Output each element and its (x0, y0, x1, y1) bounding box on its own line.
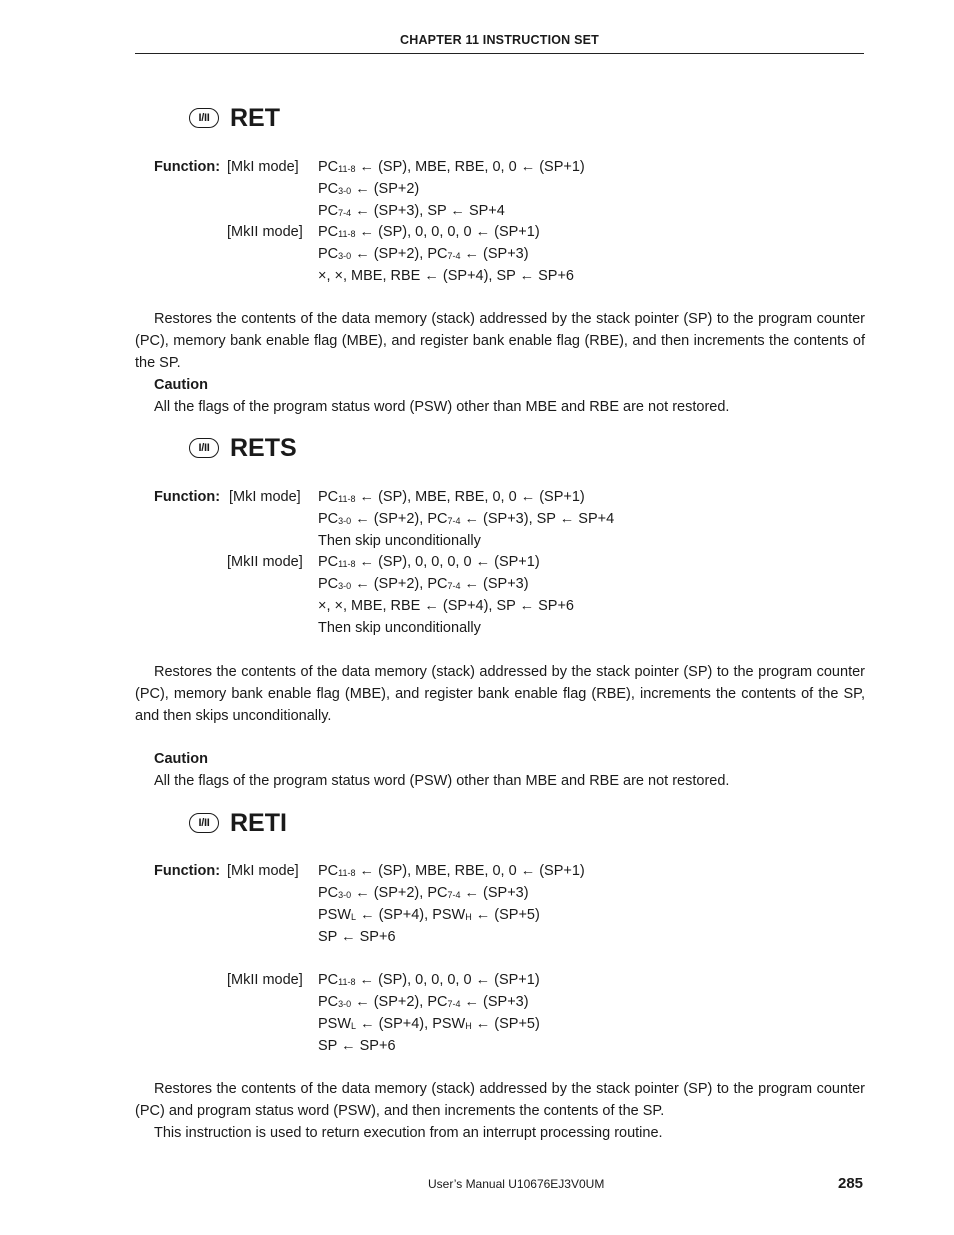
function-line: $PC_{11-8}$ ← (SP), MBE, RBE, 0, 0 ← (SP+1) (318, 489, 585, 505)
function-line: Then skip unconditionally (318, 533, 481, 549)
function-line: $PSW_L$ ← (SP+4), $PSW_H$ ← (SP+5) (318, 907, 540, 923)
footer-manual-id: User’s Manual U10676EJ3V0UM (428, 1177, 605, 1191)
description-text: Restores the contents of the data memory (stack) addressed by the stack pointer (SP) to the program counter (PC), memory bank enable flag (MBE), and register bank enable flag (RBE), and then increments the contents of the SP. (135, 311, 865, 371)
function-line: $PSW_L$ ← (SP+4), $PSW_H$ ← (SP+5) (318, 1016, 540, 1032)
function-line: $PC_{3-0}$ ← (SP+2), $PC_{7-4}$ ← (SP+3), SP ← SP+4 (318, 511, 615, 527)
function-label: Function: (154, 159, 221, 175)
description-paragraph (135, 661, 865, 727)
description-paragraph (135, 1078, 865, 1144)
mode-badge: I/II (189, 813, 219, 833)
chapter-header: CHAPTER 11 INSTRUCTION SET (400, 33, 599, 47)
function-line: $PC_{3-0}$ ← (SP+2), $PC_{7-4}$ ← (SP+3) (318, 994, 529, 1010)
instruction-mnemonic: RET (230, 103, 280, 132)
function-line: $PC_{7-4}$ ← (SP+3), SP ← SP+4 (318, 203, 505, 219)
mkii-mode-label: [MkII mode] (227, 972, 303, 988)
note-text: This instruction is used to return execution from an interrupt processing routine. (154, 1125, 663, 1141)
function-line: $PC_{11-8}$ ← (SP), 0, 0, 0, 0 ← (SP+1) (318, 972, 540, 988)
rets-heading (189, 432, 297, 464)
header-rule (135, 53, 864, 54)
page-number: 285 (838, 1175, 864, 1192)
description-text: Restores the contents of the data memory (stack) addressed by the stack pointer (SP) to the program counter (PC), memory bank enable flag (MBE), and register bank enable flag (RBE), increments the contents of the SP, and then skips unconditionally. (135, 664, 865, 724)
function-label: Function: (154, 489, 221, 505)
function-line: Then skip unconditionally (318, 620, 481, 636)
function-label: Function: (154, 863, 221, 879)
mki-mode-label: [MkI mode] (227, 159, 299, 175)
mki-mode-label: [MkI mode] (229, 489, 301, 505)
ret-heading (189, 102, 280, 134)
function-line: $PC_{3-0}$ ← (SP+2), $PC_{7-4}$ ← (SP+3) (318, 576, 529, 592)
function-line: ×, ×, MBE, RBE ← (SP+4), SP ← SP+6 (318, 268, 575, 284)
caution-text: All the flags of the program status word (PSW) other than MBE and RBE are not restored. (154, 773, 730, 789)
reti-heading (189, 807, 287, 839)
instruction-mnemonic: RETI (230, 808, 287, 837)
mkii-mode-label: [MkII mode] (227, 554, 303, 570)
function-line: $PC_{11-8}$ ← (SP), 0, 0, 0, 0 ← (SP+1) (318, 224, 540, 240)
function-line: $PC_{11-8}$ ← (SP), 0, 0, 0, 0 ← (SP+1) (318, 554, 540, 570)
function-line: ×, ×, MBE, RBE ← (SP+4), SP ← SP+6 (318, 598, 575, 614)
mode-badge: I/II (189, 438, 219, 458)
mkii-mode-label: [MkII mode] (227, 224, 303, 240)
description-paragraph (135, 308, 865, 374)
caution-title: Caution (154, 377, 208, 393)
function-line: $PC_{3-0}$ ← (SP+2), $PC_{7-4}$ ← (SP+3) (318, 246, 529, 262)
function-line: $PC_{3-0}$ ← (SP+2), $PC_{7-4}$ ← (SP+3) (318, 885, 529, 901)
function-line: SP ← SP+6 (318, 929, 396, 945)
mki-mode-label: [MkI mode] (227, 863, 299, 879)
function-line: SP ← SP+6 (318, 1038, 396, 1054)
caution-text: All the flags of the program status word (PSW) other than MBE and RBE are not restored. (154, 399, 730, 415)
mode-badge: I/II (189, 108, 219, 128)
description-text: Restores the contents of the data memory (stack) addressed by the stack pointer (SP) to the program counter (PC) and program status word (PSW), and then increments the contents of the SP. (135, 1081, 865, 1119)
function-line: $PC_{3-0}$ ← (SP+2) (318, 181, 420, 197)
function-line: $PC_{11-8}$ ← (SP), MBE, RBE, 0, 0 ← (SP+1) (318, 863, 585, 879)
caution-title: Caution (154, 751, 208, 767)
function-line: $PC_{11-8}$ ← (SP), MBE, RBE, 0, 0 ← (SP+1) (318, 159, 585, 175)
instruction-mnemonic: RETS (230, 433, 297, 462)
